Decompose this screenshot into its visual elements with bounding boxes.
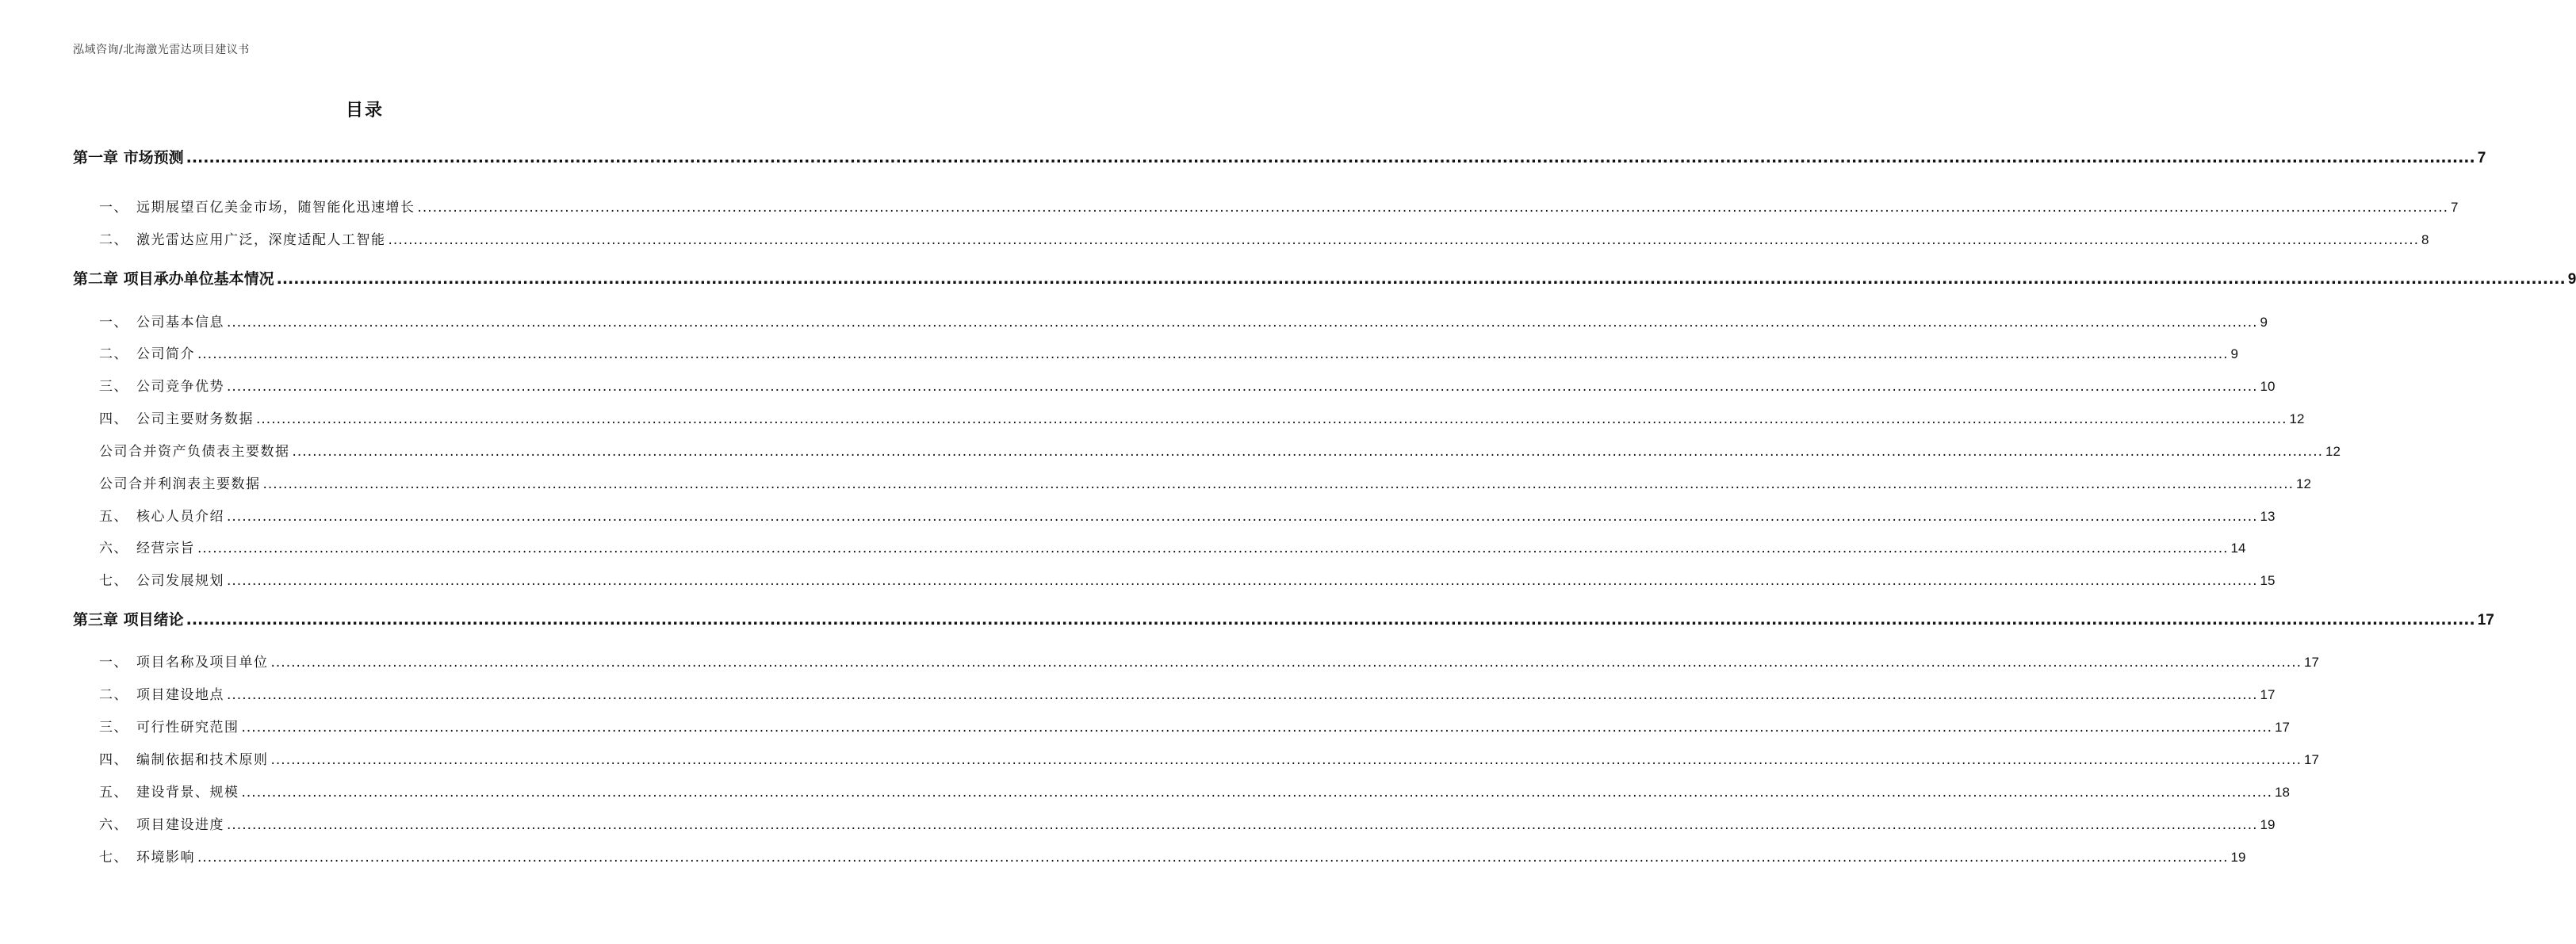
toc-entry-label: 第二章 项目承办单位基本情况 bbox=[73, 270, 274, 288]
toc-entry-label: 远期展望百亿美金市场，随智能化迅速增长 bbox=[136, 200, 415, 216]
toc-section-entry[interactable] bbox=[99, 748, 2319, 768]
toc-entry-label: 公司简介 bbox=[136, 346, 195, 362]
toc-title: 目录 bbox=[345, 101, 384, 120]
toc-entry-number: 一、 bbox=[99, 655, 128, 671]
toc-page-number: 14 bbox=[2230, 541, 2246, 556]
toc-entry-number: 六、 bbox=[99, 817, 128, 833]
toc-entry-number: 二、 bbox=[99, 232, 128, 248]
toc-page-number: 7 bbox=[2451, 200, 2459, 215]
toc-entry-number: 七、 bbox=[99, 850, 128, 866]
toc-dot-leader: ................................................................................................................................................................................................................................................................................................................................................................................................................ bbox=[256, 411, 2287, 427]
toc-page-number: 17 bbox=[2260, 687, 2276, 702]
toc-entry-number: 五、 bbox=[99, 509, 128, 525]
toc-dot-leader: ................................................................................................................................................................................................................................................................................................................................................................................................................ bbox=[241, 785, 2273, 801]
toc-entry-number: 四、 bbox=[99, 411, 128, 427]
toc-dot-leader: ................................................................................................................................................................................................................................................................................................................................................................................................................ bbox=[270, 752, 2302, 768]
toc-section-entry[interactable] bbox=[99, 228, 2429, 248]
toc-entry-label: 公司发展规划 bbox=[136, 573, 224, 589]
toc-page-number: 10 bbox=[2260, 379, 2276, 394]
toc-entry-number: 一、 bbox=[99, 315, 128, 331]
toc-page-number: 12 bbox=[2325, 444, 2341, 459]
toc-entry-label: 项目名称及项目单位 bbox=[136, 655, 269, 671]
toc-section-entry[interactable] bbox=[99, 846, 2246, 866]
toc-entry-number: 四、 bbox=[99, 752, 128, 768]
toc-entry-label: 编制依据和技术原则 bbox=[136, 752, 269, 768]
toc-dot-leader: ................................................................................................................................................................................................................................................................................................................................................................................................................ bbox=[270, 655, 2302, 671]
toc-entry-label: 可行性研究范围 bbox=[136, 720, 239, 736]
toc-page-number: 9 bbox=[2230, 346, 2238, 361]
toc-entry-number: 六、 bbox=[99, 541, 128, 556]
toc-chapter-entry[interactable] bbox=[73, 146, 2486, 167]
toc-page-number: 18 bbox=[2275, 785, 2290, 800]
toc-dot-leader: ................................................................................................................................................................................................................................................................................................................................................................................................................ bbox=[186, 149, 2475, 166]
toc-dot-leader: ................................................................................................................................................................................................................................................................................................................................................................................................................ bbox=[227, 817, 2258, 833]
toc-section-entry[interactable] bbox=[99, 716, 2290, 736]
toc-dot-leader: ................................................................................................................................................................................................................................................................................................................................................................................................................ bbox=[197, 541, 2229, 556]
toc-section-entry[interactable] bbox=[99, 407, 2305, 427]
toc-dot-leader: ................................................................................................................................................................................................................................................................................................................................................................................................................ bbox=[227, 573, 2258, 589]
toc-dot-leader: ................................................................................................................................................................................................................................................................................................................................................................................................................ bbox=[262, 476, 2295, 492]
toc-entry-label: 第一章 市场预测 bbox=[73, 149, 184, 166]
toc-entry-label: 核心人员介绍 bbox=[136, 509, 224, 525]
toc-section-entry[interactable] bbox=[99, 651, 2319, 671]
toc-entry-label: 环境影响 bbox=[136, 850, 195, 866]
toc-entry-label: 建设背景、规模 bbox=[136, 785, 239, 801]
toc-page-number: 12 bbox=[2289, 411, 2305, 426]
toc-entry-label: 项目建设进度 bbox=[136, 817, 224, 833]
toc-page-number: 12 bbox=[2296, 476, 2311, 491]
toc-entry-number: 二、 bbox=[99, 687, 128, 703]
toc-dot-leader: ................................................................................................................................................................................................................................................................................................................................................................................................................ bbox=[227, 509, 2258, 525]
toc-entry-label: 项目建设地点 bbox=[136, 687, 224, 703]
toc-dot-leader: ................................................................................................................................................................................................................................................................................................................................................................................................................ bbox=[197, 346, 2229, 362]
toc-entry-label: 第三章 项目绪论 bbox=[73, 611, 184, 629]
toc-dot-leader: ................................................................................................................................................................................................................................................................................................................................................................................................................ bbox=[227, 379, 2258, 395]
toc-page-number: 17 bbox=[2477, 612, 2494, 629]
toc-dot-leader: ................................................................................................................................................................................................................................................................................................................................................................................................................ bbox=[197, 850, 2229, 866]
toc-dot-leader: ................................................................................................................................................................................................................................................................................................................................................................................................................ bbox=[186, 611, 2475, 629]
toc-section-entry[interactable] bbox=[99, 440, 2341, 460]
toc-page-number: 17 bbox=[2304, 655, 2319, 670]
toc-page-number: 17 bbox=[2275, 720, 2290, 735]
toc-entry-label: 公司主要财务数据 bbox=[136, 411, 254, 427]
toc-page-number: 19 bbox=[2260, 817, 2276, 832]
toc-page-number: 7 bbox=[2477, 150, 2486, 166]
toc-page-number: 19 bbox=[2230, 850, 2246, 865]
toc-entry-number: 三、 bbox=[99, 379, 128, 395]
toc-section-entry[interactable] bbox=[99, 505, 2276, 525]
toc-page-number: 13 bbox=[2260, 509, 2276, 524]
toc-dot-leader: ................................................................................................................................................................................................................................................................................................................................................................................................................ bbox=[227, 687, 2258, 703]
toc-page-number: 9 bbox=[2567, 271, 2576, 288]
toc-dot-leader: ................................................................................................................................................................................................................................................................................................................................................................................................................ bbox=[227, 315, 2258, 331]
toc-page-number: 15 bbox=[2260, 573, 2276, 588]
toc-section-entry[interactable] bbox=[99, 342, 2238, 362]
toc-entry-label: 公司合并资产负债表主要数据 bbox=[99, 444, 290, 460]
toc-chapter-entry[interactable] bbox=[73, 267, 2576, 289]
toc-entry-label: 公司基本信息 bbox=[136, 315, 224, 331]
toc-chapter-entry[interactable] bbox=[73, 608, 2494, 629]
toc-section-entry[interactable] bbox=[99, 375, 2276, 395]
toc-entry-number: 七、 bbox=[99, 573, 128, 589]
toc-section-entry[interactable] bbox=[99, 311, 2268, 331]
toc-dot-leader: ................................................................................................................................................................................................................................................................................................................................................................................................................ bbox=[276, 270, 2566, 288]
toc-entry-number: 五、 bbox=[99, 785, 128, 801]
toc-entry-number: 二、 bbox=[99, 346, 128, 362]
toc-section-entry[interactable] bbox=[99, 472, 2311, 492]
toc-section-entry[interactable] bbox=[99, 196, 2459, 216]
toc-dot-leader: ................................................................................................................................................................................................................................................................................................................................................................................................................ bbox=[241, 720, 2273, 736]
toc-page-number: 17 bbox=[2304, 752, 2319, 767]
toc-section-entry[interactable] bbox=[99, 569, 2276, 589]
toc-section-entry[interactable] bbox=[99, 537, 2246, 556]
toc-entry-label: 公司竞争优势 bbox=[136, 379, 224, 395]
toc-entry-number: 一、 bbox=[99, 200, 128, 216]
running-header: 泓域咨询/北海激光雷达项目建议书 bbox=[73, 44, 250, 56]
toc-dot-leader: ................................................................................................................................................................................................................................................................................................................................................................................................................ bbox=[417, 200, 2449, 216]
toc-section-entry[interactable] bbox=[99, 813, 2276, 833]
toc-section-entry[interactable] bbox=[99, 683, 2276, 703]
toc-page-number: 8 bbox=[2421, 232, 2429, 247]
toc-section-entry[interactable] bbox=[99, 781, 2290, 801]
toc-entry-label: 经营宗旨 bbox=[136, 541, 195, 556]
toc-dot-leader: ................................................................................................................................................................................................................................................................................................................................................................................................................ bbox=[388, 232, 2420, 248]
toc-entry-number: 三、 bbox=[99, 720, 128, 736]
toc-page-number: 9 bbox=[2260, 315, 2268, 330]
toc-dot-leader: ................................................................................................................................................................................................................................................................................................................................................................................................................ bbox=[292, 444, 2324, 460]
toc-entry-label: 公司合并利润表主要数据 bbox=[99, 476, 261, 492]
toc-entry-label: 激光雷达应用广泛，深度适配人工智能 bbox=[136, 232, 386, 248]
